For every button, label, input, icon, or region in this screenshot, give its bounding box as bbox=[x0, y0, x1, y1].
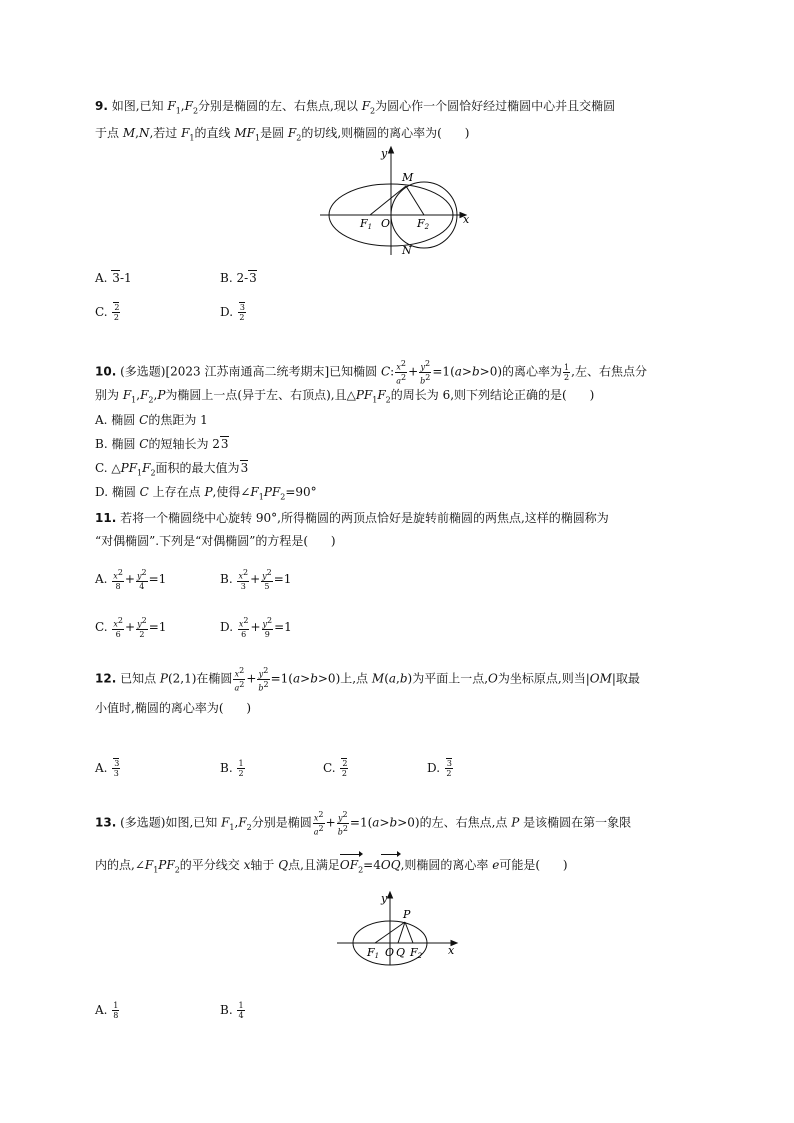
label-q: Q bbox=[396, 946, 406, 959]
label-m: M bbox=[402, 171, 414, 184]
q13-option-b[interactable]: B. $\frac{1}{4}$ bbox=[220, 1001, 244, 1020]
q9-line-1: 9. 如图,已知 $F_1,F_2$分别是椭圆的左、右焦点,现以 $F_2$为圆心作一个圆恰好经过椭圆中心并且交椭圆 bbox=[95, 99, 616, 116]
label-y: y bbox=[381, 892, 388, 905]
q13-line-1: 13. (多选题)如图,已知 $F_1,F_2$分别是椭圆 $\frac{x^2}{a^2}$ + $\frac{y^2}{b^2}$ =1(a>b>0)的左、右焦点,点 P 是该椭圆在第一象限 bbox=[95, 810, 632, 837]
q11-option-b[interactable]: B. $\frac{x^2}{3}$ + $\frac{y^2}{5}$ =1 bbox=[220, 568, 292, 591]
label-o: O bbox=[381, 217, 391, 230]
q11-option-a[interactable]: A. $\frac{x^2}{8}$ + $\frac{y^2}{4}$ =1 bbox=[95, 568, 167, 591]
q12-line-2: 小值时,椭圆的离心率为( ) bbox=[95, 701, 252, 715]
q9-figure bbox=[318, 143, 478, 258]
label-y: y bbox=[381, 147, 388, 160]
q9-option-c[interactable]: C. $\frac{2}{2}$ bbox=[95, 303, 120, 322]
q9-line-2: 于点 M,N,若过 $F_1$的直线 $MF_1$是圆 $F_2$的切线,则椭圆的离心率为( ) bbox=[95, 126, 470, 143]
q10-line-2: 别为 $F_1,F_2,P$为椭圆上一点(异于左、右顶点),且$\triangle PF_1F_2$的周长为 6,则下列结论正确的是( ) bbox=[95, 388, 595, 405]
q11-option-d[interactable]: D. $\frac{x^2}{6}$ + $\frac{y^2}{9}$ =1 bbox=[220, 616, 292, 639]
q9-option-b[interactable]: B. 2-3 bbox=[220, 271, 257, 285]
q13-figure bbox=[335, 888, 465, 968]
q12-option-d[interactable]: D. $\frac{3}{2}$ bbox=[427, 759, 452, 778]
label-f1: F1 bbox=[360, 217, 373, 231]
q13-line-2: 内的点$,\angle F_1PF_2$的平分线交 x轴于 Q点,且满足$OF_2=4OQ$,则椭圆的离心率 e可能是( ) bbox=[95, 857, 568, 878]
label-x: x bbox=[448, 944, 455, 957]
tangent-mf1 bbox=[370, 186, 406, 215]
q11-line-1: 11. 若将一个椭圆绕中心旋转 90°,所得椭圆的两顶点恰好是旋转前椭圆的两焦点,这样的椭圆称为 bbox=[95, 511, 609, 525]
q10-option-c[interactable]: C. $\triangle PF_1F_2$面积的最大值为3 bbox=[95, 461, 249, 478]
label-f2: F2 bbox=[410, 946, 423, 960]
q10-option-d[interactable]: D. 椭圆 C 上存在点 P,使得$\angle F_1PF_2=90^\circ$ bbox=[95, 485, 317, 502]
q12-option-b[interactable]: B. $\frac{1}{2}$ bbox=[220, 759, 244, 778]
q11-option-c[interactable]: C. $\frac{x^2}{6}$ + $\frac{y^2}{2}$ =1 bbox=[95, 616, 167, 639]
segment-pq bbox=[398, 922, 405, 943]
segment-mf2 bbox=[406, 186, 424, 215]
label-f1: F1 bbox=[367, 946, 380, 960]
label-p: P bbox=[403, 908, 411, 921]
q10-option-a[interactable]: A. 椭圆 C的焦距为 1 bbox=[95, 413, 208, 427]
label-x: x bbox=[463, 213, 470, 226]
q9-option-d[interactable]: D. $\frac{3}{2}$ bbox=[220, 303, 245, 322]
q13-option-a[interactable]: A. $\frac{1}{8}$ bbox=[95, 1001, 119, 1020]
q9-option-a[interactable]: A. 3-1 bbox=[95, 271, 132, 285]
q11-line-2: “对偶椭圆”.下列是“对偶椭圆”的方程是( ) bbox=[95, 534, 336, 548]
q12-option-a[interactable]: A. $\frac{3}{3}$ bbox=[95, 759, 120, 778]
q12-option-c[interactable]: C. $\frac{2}{2}$ bbox=[323, 759, 348, 778]
label-o: O bbox=[385, 946, 395, 959]
q10-line-1: 10. (多选题)[2023 江苏南通高二统考期末]已知椭圆 C: $\frac{x^2}{a^2}$ + $\frac{y^2}{b^2}$ =1(a>b>0)的离心率为 $\frac{1}{2}$ ,左、右焦点分 bbox=[95, 359, 647, 386]
q12-line-1: 12. 已知点 P(2,1)在椭圆 $\frac{x^2}{a^2}$ + $\frac{y^2}{b^2}$ =1(a>b>0)上,点 M(a,b)为平面上一点,O为坐标原点,则当|OM|取最 bbox=[95, 666, 640, 693]
label-f2: F2 bbox=[417, 217, 430, 231]
label-n: N bbox=[402, 244, 412, 257]
q10-option-b[interactable]: B. 椭圆 C的短轴长为 23 bbox=[95, 437, 229, 451]
